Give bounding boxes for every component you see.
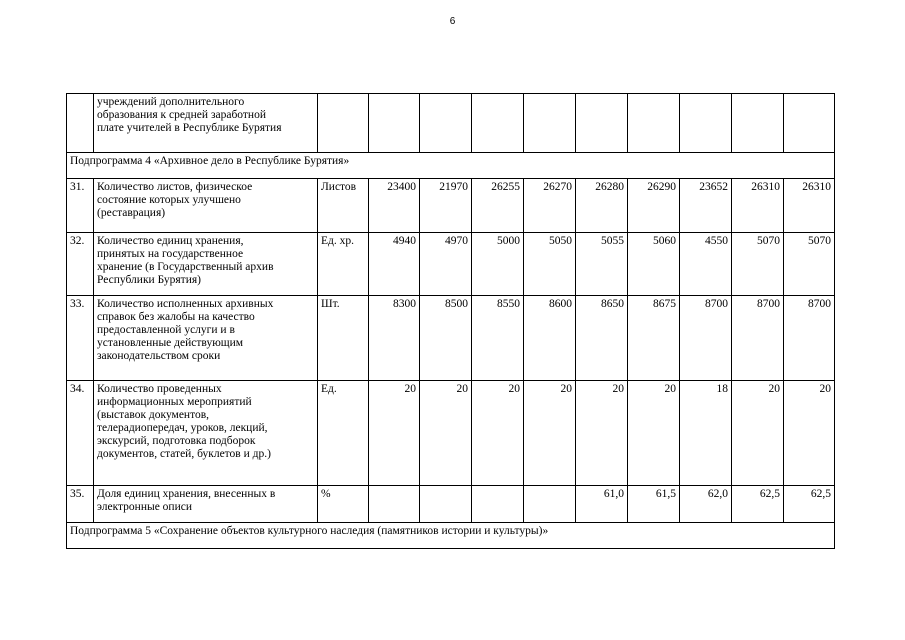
value-cell [472,486,524,523]
indicators-table [66,93,835,549]
unit-cell [318,94,369,153]
row-number: 31. [67,179,94,233]
value-cell [628,94,680,153]
unit-cell: Ед. [318,381,369,486]
value-cell [420,486,472,523]
value-cell: 8600 [524,296,576,381]
value-cell: 61,0 [576,486,628,523]
page-number: 6 [449,16,456,27]
indicator-name-line: электронные описи [97,501,193,513]
table-row [67,296,835,381]
value-cell [524,94,576,153]
value-cell: 62,0 [680,486,732,523]
value-cell [680,94,732,153]
indicator-name-line: предоставленной услуги и в [97,324,235,336]
value-cell: 26310 [732,179,784,233]
value-cell [472,94,524,153]
value-cell: 5070 [732,233,784,296]
row-number [67,94,94,153]
value-cell: 8700 [732,296,784,381]
unit-cell: % [318,486,369,523]
indicator-name-line: учреждений дополнительного [97,96,245,108]
table-row [67,233,835,296]
table-row [67,179,835,233]
value-cell: 8675 [628,296,680,381]
value-cell [576,94,628,153]
indicator-name-line: Количество листов, физическое [97,181,253,193]
row-number: 33. [67,296,94,381]
value-cell: 20 [576,381,628,486]
value-cell: 20 [732,381,784,486]
indicator-name-line: принятых на государственное [97,248,244,260]
value-cell: 5060 [628,233,680,296]
indicator-name-line: Доля единиц хранения, внесенных в [97,488,276,500]
value-cell: 62,5 [732,486,784,523]
value-cell: 5070 [784,233,835,296]
value-cell: 21970 [420,179,472,233]
value-cell: 26270 [524,179,576,233]
indicator-name-line: плате учителей в Республике Бурятия [97,122,282,134]
indicator-name-line: справок без жалобы на качество [97,311,255,323]
value-cell: 23400 [369,179,420,233]
subprogram-title: Подпрограмма 5 «Сохранение объектов культурного наследия (памятников истории и культуры)» [67,523,835,549]
unit-cell: Листов [318,179,369,233]
indicator-name [94,94,318,153]
value-cell [732,94,784,153]
indicator-name-line: телерадиопередач, уроков, лекций, [97,422,268,434]
value-cell: 8300 [369,296,420,381]
value-cell: 26310 [784,179,835,233]
value-cell: 5000 [472,233,524,296]
row-number: 34. [67,381,94,486]
unit-cell: Шт. [318,296,369,381]
indicator-name-line: (реставрация) [97,207,166,219]
subprogram-row [67,523,835,549]
value-cell: 23652 [680,179,732,233]
row-number: 35. [67,486,94,523]
value-cell: 20 [420,381,472,486]
indicator-name [94,233,318,296]
value-cell: 4970 [420,233,472,296]
value-cell: 20 [784,381,835,486]
value-cell: 62,5 [784,486,835,523]
value-cell [420,94,472,153]
value-cell: 8550 [472,296,524,381]
row-number: 32. [67,233,94,296]
value-cell [784,94,835,153]
table-row [67,486,835,523]
indicator-name-line: установленные действующим [97,337,244,349]
value-cell: 4940 [369,233,420,296]
value-cell: 5055 [576,233,628,296]
indicator-name [94,486,318,523]
value-cell: 61,5 [628,486,680,523]
table-row [67,94,835,153]
unit-cell: Ед. хр. [318,233,369,296]
value-cell [369,486,420,523]
subprogram-row [67,153,835,179]
indicator-name [94,381,318,486]
value-cell: 8700 [680,296,732,381]
indicator-name-line: документов, статей, буклетов и др.) [97,448,271,460]
table-body [67,94,835,549]
indicator-name-line: образования к средней заработной [97,109,266,121]
value-cell: 8500 [420,296,472,381]
indicator-name [94,179,318,233]
indicator-name-line: Количество проведенных [97,383,222,395]
indicator-name-line: Республики Бурятия) [97,274,201,286]
table-row [67,381,835,486]
subprogram-title: Подпрограмма 4 «Архивное дело в Республике Бурятия» [67,153,835,179]
value-cell: 20 [369,381,420,486]
indicator-name [94,296,318,381]
value-cell: 18 [680,381,732,486]
indicator-name-line: состояние которых улучшено [97,194,241,206]
indicator-name-line: Количество единиц хранения, [97,235,244,247]
value-cell: 8650 [576,296,628,381]
value-cell: 26290 [628,179,680,233]
indicator-name-line: экскурсий, подготовка подборок [97,435,256,447]
value-cell [369,94,420,153]
value-cell: 5050 [524,233,576,296]
indicator-name-line: Количество исполненных архивных [97,298,274,310]
indicator-name-line: хранение (в Государственный архив [97,261,274,273]
indicator-name-line: законодательством сроки [97,350,221,362]
indicator-name-line: (выставок документов, [97,409,210,421]
value-cell: 26255 [472,179,524,233]
indicator-name-line: информационных мероприятий [97,396,252,408]
value-cell [524,486,576,523]
value-cell: 20 [472,381,524,486]
value-cell: 8700 [784,296,835,381]
value-cell: 26280 [576,179,628,233]
value-cell: 20 [628,381,680,486]
value-cell: 20 [524,381,576,486]
value-cell: 4550 [680,233,732,296]
